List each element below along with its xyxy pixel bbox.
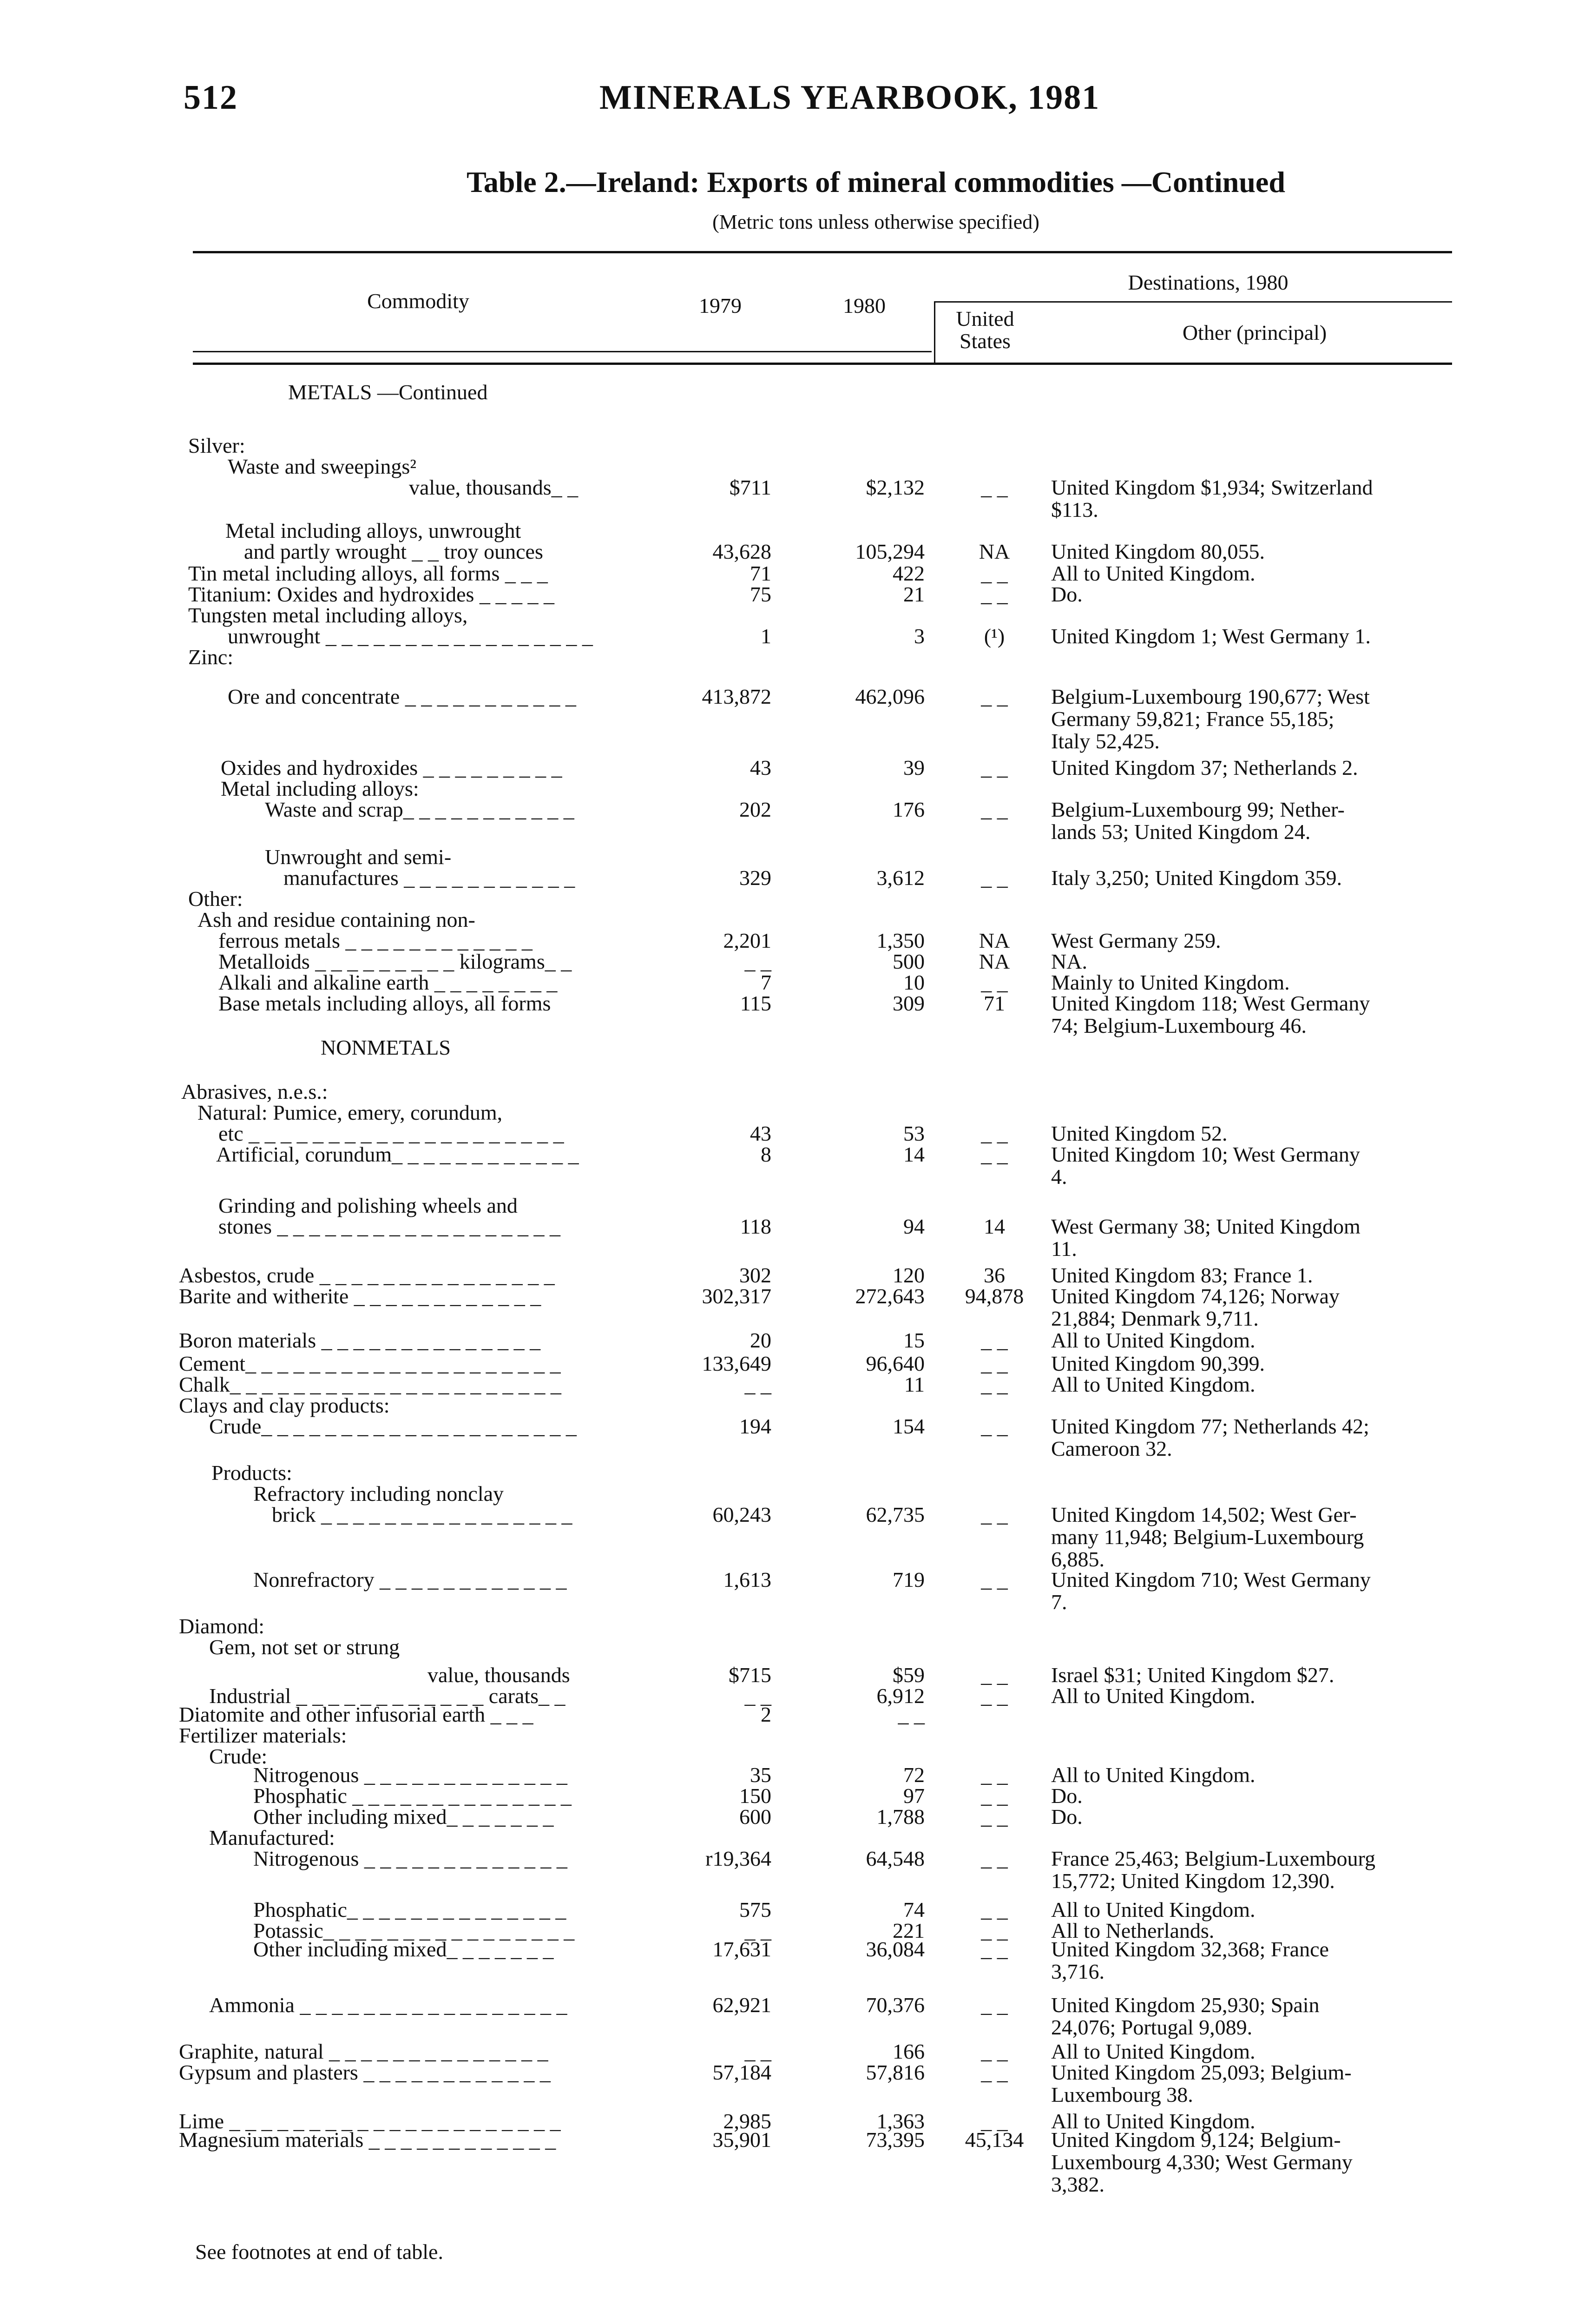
other-destinations-cell: All to Netherlands. — [1051, 1919, 1215, 1942]
other-destinations-cell: All to United Kingdom. — [1051, 1328, 1256, 1352]
value-1980-cell: 15 — [903, 1328, 925, 1352]
header-top-rule — [193, 251, 1452, 253]
commodity-cell: Metal including alloys, unwrought — [225, 519, 521, 542]
other-destinations-cell: United Kingdom 1; West Germany 1. — [1051, 624, 1371, 648]
commodity-cell: Potassic_ _ _ _ _ _ _ _ _ _ _ _ _ _ _ _ — [253, 1919, 575, 1942]
table-subtitle: (Metric tons unless otherwise specified) — [712, 211, 1039, 233]
commodity-cell: Refractory including nonclay — [253, 1482, 504, 1505]
value-1980-cell: 3 — [914, 624, 925, 648]
commodity-cell: Other including mixed_ _ _ _ _ _ _ — [253, 1805, 554, 1829]
commodity-cell: Asbestos, crude _ _ _ _ _ _ _ _ _ _ _ _ _ _ _ — [179, 1263, 555, 1287]
other-destinations-cell: United Kingdom 118; West Germany 74; Belgium-Luxembourg 46. — [1051, 991, 1370, 1037]
commodity-cell: stones _ _ _ _ _ _ _ _ _ _ _ _ _ _ _ _ _ _ — [218, 1215, 560, 1238]
other-destinations-cell: United Kingdom 77; Netherlands 42; Cameroon 32. — [1051, 1414, 1369, 1460]
commodity-cell: manufactures _ _ _ _ _ _ _ _ _ _ _ — [283, 866, 575, 890]
other-destinations-cell: All to United Kingdom. — [1051, 561, 1256, 585]
value-1980-cell: 272,643 — [855, 1284, 925, 1308]
value-1979-cell: r19,364 — [705, 1847, 771, 1870]
value-1980-cell: 105,294 — [855, 540, 925, 563]
other-destinations-cell: NA. — [1051, 950, 1087, 973]
value-1980-cell: 97 — [903, 1784, 925, 1808]
other-destinations-cell: United Kingdom 9,124; Belgium- Luxembourg 4,330; West Germany 3,382. — [1051, 2128, 1353, 2196]
value-1980-cell: 11 — [904, 1373, 925, 1396]
value-1979-cell: 35,901 — [712, 2128, 771, 2152]
value-1980-cell: 62,735 — [866, 1503, 925, 1526]
commodity-cell: Nitrogenous _ _ _ _ _ _ _ _ _ _ _ _ _ — [253, 1847, 567, 1870]
commodity-cell: Oxides and hydroxides _ _ _ _ _ _ _ _ _ — [221, 756, 562, 779]
value-1979-cell: _ _ — [744, 1919, 771, 1942]
other-destinations-cell: All to United Kingdom. — [1051, 1898, 1256, 1921]
united-states-cell: _ _ — [981, 1328, 1008, 1352]
value-1980-cell: 21 — [903, 582, 925, 606]
commodity-cell: Lime _ _ _ _ _ _ _ _ _ _ _ _ _ _ _ _ _ _ _ _ _ — [179, 2109, 561, 2133]
commodity-cell: Manufactured: — [209, 1826, 335, 1849]
commodity-cell: Phosphatic _ _ _ _ _ _ _ _ _ _ _ _ _ _ — [253, 1784, 572, 1808]
united-states-cell: _ _ — [981, 1919, 1008, 1942]
commodity-cell: Unwrought and semi- — [265, 845, 452, 869]
commodity-cell: Titanium: Oxides and hydroxides _ _ _ _ _ — [188, 582, 554, 606]
commodity-cell: unwrought _ _ _ _ _ _ _ _ _ _ _ _ _ _ _ _ _ — [228, 624, 593, 648]
value-1980-cell: 3,612 — [876, 866, 925, 890]
commodity-cell: Diamond: — [179, 1614, 264, 1638]
value-1980-cell: 422 — [893, 561, 925, 585]
commodity-cell: Ore and concentrate _ _ _ _ _ _ _ _ _ _ _ — [228, 685, 576, 708]
other-destinations-cell: All to United Kingdom. — [1051, 2109, 1256, 2133]
commodity-cell: ferrous metals _ _ _ _ _ _ _ _ _ _ _ _ — [218, 929, 533, 952]
column-header-united-states: United States — [956, 307, 1014, 353]
value-1979-cell: $711 — [729, 475, 771, 499]
value-1980-cell: 73,395 — [866, 2128, 925, 2152]
commodity-cell: Graphite, natural _ _ _ _ _ _ _ _ _ _ _ _ _ _ — [179, 2040, 548, 2063]
value-1979-cell: _ _ — [744, 1373, 771, 1396]
value-1980-cell: 10 — [903, 971, 925, 994]
value-1979-cell: 57,184 — [712, 2060, 771, 2084]
united-states-cell: _ _ — [981, 1847, 1008, 1870]
value-1979-cell: _ _ — [744, 2040, 771, 2063]
commodity-cell: Ash and residue containing non- — [197, 908, 475, 931]
other-destinations-cell: United Kingdom 80,055. — [1051, 540, 1265, 563]
value-1979-cell: 575 — [739, 1898, 771, 1921]
commodity-cell: Industrial _ _ _ _ _ _ _ _ _ _ _ _ carats_ _ — [209, 1684, 565, 1708]
united-states-cell: _ _ — [981, 1763, 1008, 1787]
value-1980-cell: 221 — [893, 1919, 925, 1942]
commodity-cell: Magnesium materials _ _ _ _ _ _ _ _ _ _ _ _ — [179, 2128, 556, 2152]
value-1979-cell: 62,921 — [712, 1993, 771, 2017]
table-title: Table 2.—Ireland: Exports of mineral commodities —Continued — [467, 165, 1285, 198]
commodity-cell: Products: — [211, 1461, 292, 1485]
other-destinations-cell: West Germany 259. — [1051, 929, 1221, 952]
value-1979-cell: 600 — [739, 1805, 771, 1829]
destinations-rule — [934, 301, 1452, 303]
commodity-cell: Other: — [188, 887, 243, 911]
value-1980-cell: 6,912 — [876, 1684, 925, 1708]
other-destinations-cell: Belgium-Luxembourg 190,677; West Germany 59,821; France 55,185; Italy 52,425. — [1051, 685, 1370, 753]
value-1980-cell: 94 — [903, 1215, 925, 1238]
united-states-cell: _ _ — [981, 561, 1008, 585]
value-1979-cell: 43 — [750, 756, 771, 779]
commodity-cell: Natural: Pumice, emery, corundum, — [197, 1101, 503, 1124]
united-states-cell: 94,878 — [965, 1284, 1024, 1308]
value-1980-cell: 1,350 — [876, 929, 925, 952]
commodity-cell: Ammonia _ _ _ _ _ _ _ _ _ _ _ _ _ _ _ _ _ — [209, 1993, 567, 2017]
other-destinations-cell: United Kingdom 32,368; France 3,716. — [1051, 1937, 1329, 1983]
commodity-cell: brick _ _ _ _ _ _ _ _ _ _ _ _ _ _ _ _ — [272, 1503, 572, 1526]
other-destinations-cell: United Kingdom 74,126; Norway 21,884; Denmark 9,711. — [1051, 1284, 1340, 1330]
united-states-cell: _ _ — [981, 756, 1008, 779]
commodity-cell: and partly wrought _ _ troy ounces — [244, 540, 543, 563]
value-1979-cell: 75 — [750, 582, 771, 606]
column-header-1980: 1980 — [843, 294, 886, 317]
value-1980-cell: 74 — [903, 1898, 925, 1921]
commodity-cell: Fertilizer materials: — [179, 1723, 347, 1747]
united-states-cell: _ _ — [981, 582, 1008, 606]
united-states-cell: _ _ — [981, 1684, 1008, 1708]
column-header-other: Other (principal) — [1182, 321, 1327, 344]
value-1979-cell: 150 — [739, 1784, 771, 1808]
commodity-cell: Grinding and polishing wheels and — [218, 1194, 518, 1217]
value-1980-cell: 36,084 — [866, 1937, 925, 1961]
united-states-cell: _ _ — [981, 1352, 1008, 1375]
commodity-cell: Barite and witherite _ _ _ _ _ _ _ _ _ _ _ _ — [179, 1284, 541, 1308]
value-1979-cell: 133,649 — [702, 1352, 771, 1375]
united-states-cell: _ _ — [981, 1784, 1008, 1808]
other-destinations-cell: All to United Kingdom. — [1051, 2040, 1256, 2063]
united-states-cell: _ _ — [981, 1993, 1008, 2017]
other-destinations-cell: United Kingdom 25,930; Spain 24,076; Portugal 9,089. — [1051, 1993, 1320, 2039]
commodity-cell: etc _ _ _ _ _ _ _ _ _ _ _ _ _ _ _ _ _ _ _ _ — [218, 1122, 564, 1145]
other-destinations-cell: United Kingdom 37; Netherlands 2. — [1051, 756, 1358, 779]
value-1980-cell: 70,376 — [866, 1993, 925, 2017]
other-destinations-cell: West Germany 38; United Kingdom 11. — [1051, 1215, 1361, 1261]
commodity-cell: Waste and scrap_ _ _ _ _ _ _ _ _ _ _ — [265, 798, 574, 821]
commodity-cell: Nitrogenous _ _ _ _ _ _ _ _ _ _ _ _ _ — [253, 1763, 567, 1787]
other-destinations-cell: Mainly to United Kingdom. — [1051, 971, 1290, 994]
value-1979-cell: 7 — [761, 971, 771, 994]
value-1979-cell: 115 — [740, 991, 771, 1015]
other-destinations-cell: Do. — [1051, 1805, 1083, 1829]
other-destinations-cell: United Kingdom $1,934; Switzerland $113. — [1051, 475, 1373, 522]
other-destinations-cell: United Kingdom 10; West Germany 4. — [1051, 1142, 1360, 1188]
value-1980-cell: 14 — [903, 1142, 925, 1166]
commodity-cell: Gypsum and plasters _ _ _ _ _ _ _ _ _ _ _ _ — [179, 2060, 551, 2084]
united-states-cell: _ _ — [981, 2060, 1008, 2084]
united-states-cell: _ _ — [981, 1937, 1008, 1961]
united-states-cell: 71 — [984, 991, 1005, 1015]
value-1980-cell: 57,816 — [866, 2060, 925, 2084]
value-1979-cell: 413,872 — [702, 685, 771, 708]
footnote: See footnotes at end of table. — [195, 2240, 443, 2264]
other-destinations-cell: All to United Kingdom. — [1051, 1373, 1256, 1396]
other-destinations-cell: France 25,463; Belgium-Luxembourg 15,772; United Kingdom 12,390. — [1051, 1847, 1375, 1893]
united-states-cell: 36 — [984, 1263, 1005, 1287]
value-1979-cell: 2 — [761, 1703, 771, 1726]
value-1979-cell: $715 — [729, 1663, 771, 1687]
other-destinations-cell: Italy 3,250; United Kingdom 359. — [1051, 866, 1342, 890]
commodity-cell: Tungsten metal including alloys, — [188, 603, 468, 627]
value-1979-cell: 2,201 — [723, 929, 771, 952]
value-1979-cell: 43 — [750, 1122, 771, 1145]
value-1979-cell: 17,631 — [712, 1937, 771, 1961]
value-1979-cell: _ _ — [744, 1684, 771, 1708]
commodity-cell: Alkali and alkaline earth _ _ _ _ _ _ _ _ — [218, 971, 558, 994]
value-1980-cell: 719 — [893, 1568, 925, 1591]
value-1980-cell: 96,640 — [866, 1352, 925, 1375]
united-states-cell: 14 — [984, 1215, 1005, 1238]
value-1979-cell: 8 — [761, 1142, 771, 1166]
commodity-cell: value, thousands_ _ — [409, 475, 579, 499]
value-1979-cell: 329 — [739, 866, 771, 890]
commodity-cell: Gem, not set or strung — [209, 1635, 400, 1659]
united-states-cell: NA — [979, 929, 1010, 952]
value-1979-cell: 60,243 — [712, 1503, 771, 1526]
other-destinations-cell: Do. — [1051, 1784, 1083, 1808]
value-1980-cell: 166 — [893, 2040, 925, 2063]
united-states-cell: _ _ — [981, 685, 1008, 708]
commodity-cell: Metal including alloys: — [221, 777, 419, 800]
running-head: MINERALS YEARBOOK, 1981 — [599, 79, 1100, 117]
value-1980-cell: 500 — [893, 950, 925, 973]
commodity-cell: Crude_ _ _ _ _ _ _ _ _ _ _ _ _ _ _ _ _ _ _ _ — [209, 1414, 577, 1438]
commodity-cell: Other including mixed_ _ _ _ _ _ _ — [253, 1937, 554, 1961]
header-bottom-rule — [193, 363, 1452, 365]
commodity-cell: Crude: — [209, 1744, 268, 1768]
united-states-cell: (¹) — [984, 624, 1005, 648]
value-1980-cell: $59 — [893, 1663, 925, 1687]
commodity-cell: NONMETALS — [321, 1036, 451, 1059]
value-1980-cell: _ _ — [898, 1703, 925, 1726]
commodity-cell: Boron materials _ _ _ _ _ _ _ _ _ _ _ _ _ _ — [179, 1328, 541, 1352]
commodity-cell: Diatomite and other infusorial earth _ _ _ — [179, 1703, 533, 1726]
value-1980-cell: 1,788 — [876, 1805, 925, 1829]
commodity-cell: Nonrefractory _ _ _ _ _ _ _ _ _ _ _ _ — [253, 1568, 567, 1591]
united-states-cell: _ _ — [981, 1503, 1008, 1526]
other-destinations-cell: Israel $31; United Kingdom $27. — [1051, 1663, 1335, 1687]
value-1979-cell: 20 — [750, 1328, 771, 1352]
commodity-cell: Base metals including alloys, all forms — [218, 991, 551, 1015]
value-1980-cell: 176 — [893, 798, 925, 821]
commodity-cell: Abrasives, n.e.s.: — [181, 1080, 328, 1103]
value-1979-cell: 302,317 — [702, 1284, 771, 1308]
value-1980-cell: 120 — [893, 1263, 925, 1287]
united-states-cell: _ _ — [981, 1663, 1008, 1687]
other-destinations-cell: Do. — [1051, 582, 1083, 606]
page-number: 512 — [184, 79, 238, 117]
value-1979-cell: _ _ — [744, 950, 771, 973]
commodity-cell: Artificial, corundum_ _ _ _ _ _ _ _ _ _ _ _ — [216, 1142, 579, 1166]
commodity-cell: Silver: — [188, 434, 245, 457]
other-destinations-cell: United Kingdom 25,093; Belgium- Luxembourg 38. — [1051, 2060, 1352, 2106]
united-states-cell: _ _ — [981, 1805, 1008, 1829]
commodity-cell: Chalk_ _ _ _ _ _ _ _ _ _ _ _ _ _ _ _ _ _ _ _ _ — [179, 1373, 561, 1396]
value-1980-cell: 53 — [903, 1122, 925, 1145]
value-1979-cell: 43,628 — [712, 540, 771, 563]
other-destinations-cell: United Kingdom 710; West Germany 7. — [1051, 1568, 1371, 1614]
united-states-cell: _ _ — [981, 475, 1008, 499]
value-1980-cell: 154 — [893, 1414, 925, 1438]
other-destinations-cell: United Kingdom 83; France 1. — [1051, 1263, 1313, 1287]
united-states-cell: _ _ — [981, 1898, 1008, 1921]
commodity-cell: METALS —Continued — [288, 380, 488, 404]
commodity-cell: value, thousands — [427, 1663, 570, 1687]
united-states-cell: _ _ — [981, 1122, 1008, 1145]
value-1980-cell: 72 — [903, 1763, 925, 1787]
united-states-cell: _ _ — [981, 1142, 1008, 1166]
united-states-cell: NA — [979, 950, 1010, 973]
other-destinations-cell: All to United Kingdom. — [1051, 1763, 1256, 1787]
value-1980-cell: 1,363 — [876, 2109, 925, 2133]
united-states-cell: _ _ — [981, 1414, 1008, 1438]
value-1979-cell: 71 — [750, 561, 771, 585]
commodity-cell: Clays and clay products: — [179, 1393, 390, 1417]
united-states-cell: NA — [979, 540, 1010, 563]
value-1979-cell: 202 — [739, 798, 771, 821]
value-1980-cell: 309 — [893, 991, 925, 1015]
value-1980-cell: $2,132 — [866, 475, 925, 499]
other-destinations-cell: Belgium-Luxembourg 99; Nether- lands 53; United Kingdom 24. — [1051, 798, 1345, 844]
header-mid-rule — [193, 351, 932, 352]
value-1979-cell: 35 — [750, 1763, 771, 1787]
value-1979-cell: 302 — [739, 1263, 771, 1287]
value-1980-cell: 39 — [903, 756, 925, 779]
us-column-divider — [934, 301, 935, 363]
value-1979-cell: 194 — [739, 1414, 771, 1438]
united-states-cell: _ _ — [981, 866, 1008, 890]
value-1979-cell: 118 — [740, 1215, 771, 1238]
other-destinations-cell: United Kingdom 90,399. — [1051, 1352, 1265, 1375]
united-states-cell: _ _ — [981, 1373, 1008, 1396]
other-destinations-cell: United Kingdom 14,502; West Ger- many 11,948; Belgium-Luxembourg 6,885. — [1051, 1503, 1364, 1571]
column-header-commodity: Commodity — [367, 289, 469, 313]
column-header-1979: 1979 — [699, 294, 742, 317]
commodity-cell: Zinc: — [188, 645, 234, 669]
value-1980-cell: 462,096 — [855, 685, 925, 708]
commodity-cell: Phosphatic_ _ _ _ _ _ _ _ _ _ _ _ _ _ — [253, 1898, 566, 1921]
value-1979-cell: 1,613 — [723, 1568, 771, 1591]
other-destinations-cell: All to United Kingdom. — [1051, 1684, 1256, 1708]
united-states-cell: _ _ — [981, 1568, 1008, 1591]
united-states-cell: _ _ — [981, 798, 1008, 821]
value-1980-cell: 64,548 — [866, 1847, 925, 1870]
united-states-cell: _ _ — [981, 2109, 1008, 2133]
united-states-cell: _ _ — [981, 2040, 1008, 2063]
commodity-cell: Tin metal including alloys, all forms _ _ _ — [188, 561, 548, 585]
value-1979-cell: 2,985 — [723, 2109, 771, 2133]
commodity-cell: Waste and sweepings² — [228, 455, 417, 478]
united-states-cell: _ _ — [981, 971, 1008, 994]
column-header-destinations: Destinations, 1980 — [1128, 271, 1289, 294]
united-states-cell: 45,134 — [965, 2128, 1024, 2152]
commodity-cell: Cement_ _ _ _ _ _ _ _ _ _ _ _ _ _ _ _ _ _ _ _ — [179, 1352, 561, 1375]
commodity-cell: Metalloids _ _ _ _ _ _ _ _ _ kilograms_ _ — [218, 950, 572, 973]
other-destinations-cell: United Kingdom 52. — [1051, 1122, 1228, 1145]
value-1979-cell: 1 — [761, 624, 771, 648]
